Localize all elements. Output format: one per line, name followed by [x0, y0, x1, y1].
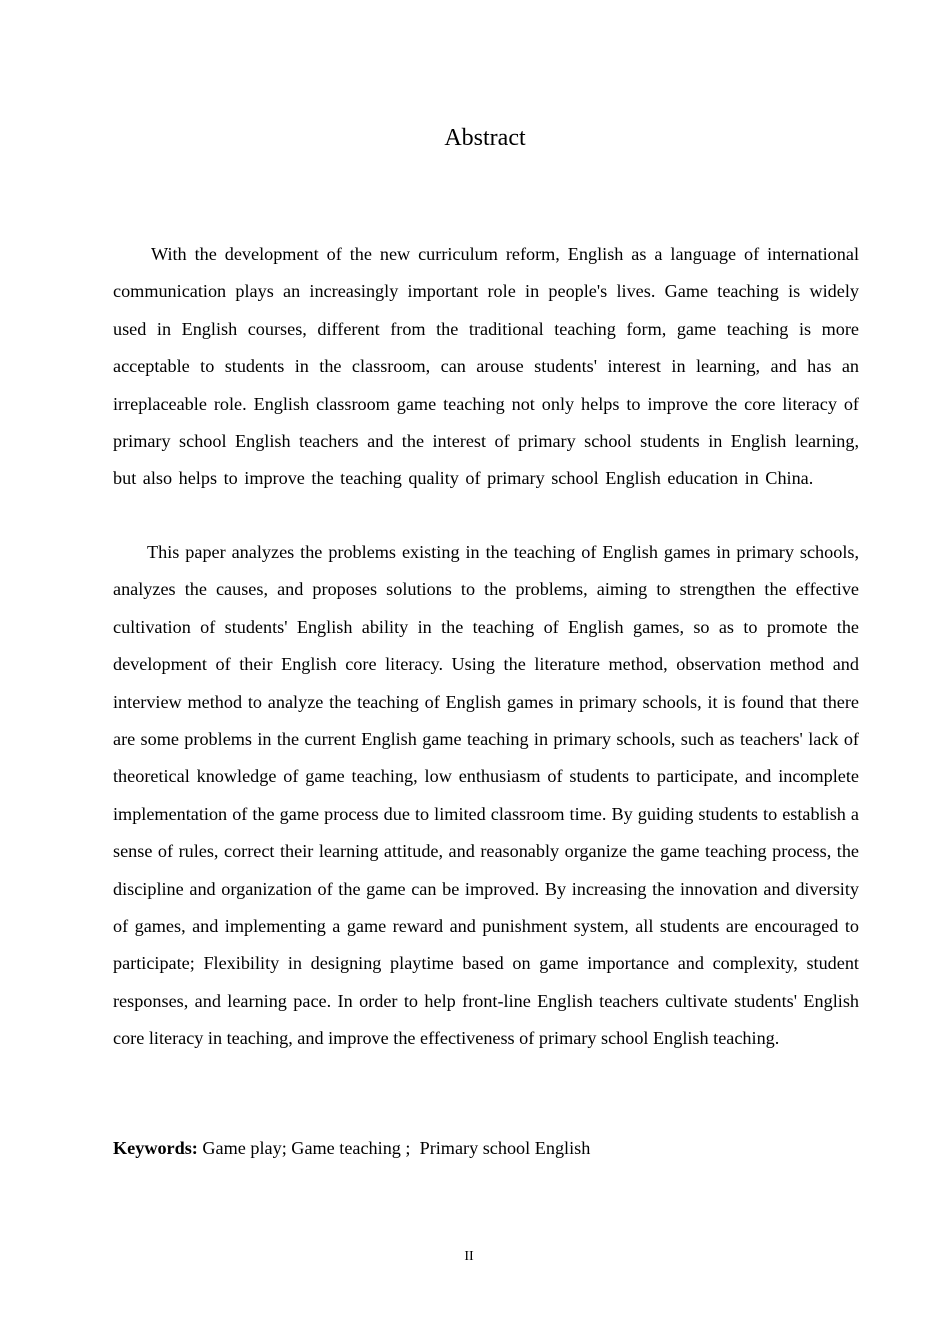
- abstract-paragraph-2: This paper analyzes the problems existing in the teaching of English games in primary schools, analyzes the causes, and proposes solutions to the problems, aiming to strengthen the effective cultivation of students' English ability in the teaching of English games, so as to promote the development of their English core literacy. Using the literature method, observation method and interview method to analyze the teaching of English games in primary schools, it is found that there are some problems in the current English game teaching in primary schools, such as teachers' lack of theoretical knowledge of game teaching, low enthusiasm of students to participate, and incomplete implementation of the game process due to limited classroom time. By guiding students to establish a sense of rules, correct their learning attitude, and reasonably organize the game teaching process, the discipline and organization of the game can be improved. By increasing the innovation and diversity of games, and implementing a game reward and punishment system, all students are encouraged to participate; Flexibility in designing playtime based on game importance and complexity, student responses, and learning pace. In order to help front-line English teachers cultivate students' English core literacy in teaching, and improve the effectiveness of primary school English teaching.: [113, 542, 859, 1049]
- keywords-text: Game play; Game teaching ; Primary school English: [197, 1138, 591, 1158]
- keywords-label: Keywords:: [113, 1138, 198, 1158]
- keywords-line: [113, 1131, 590, 1165]
- abstract-paragraph-1: With the development of the new curriculum reform, English as a language of international communication plays an increasingly important role in people's lives. Game teaching is widely used in English courses, different from the traditional teaching form, game teaching is more acceptable to students in the classroom, can arouse students' interest in learning, and has an irreplaceable role. English classroom game teaching not only helps to improve the core literacy of primary school English teachers and the interest of primary school students in English learning, but also helps to improve the teaching quality of primary school English education in China.: [113, 244, 859, 489]
- page-number: II: [464, 1249, 474, 1264]
- abstract-title: Abstract: [444, 125, 526, 151]
